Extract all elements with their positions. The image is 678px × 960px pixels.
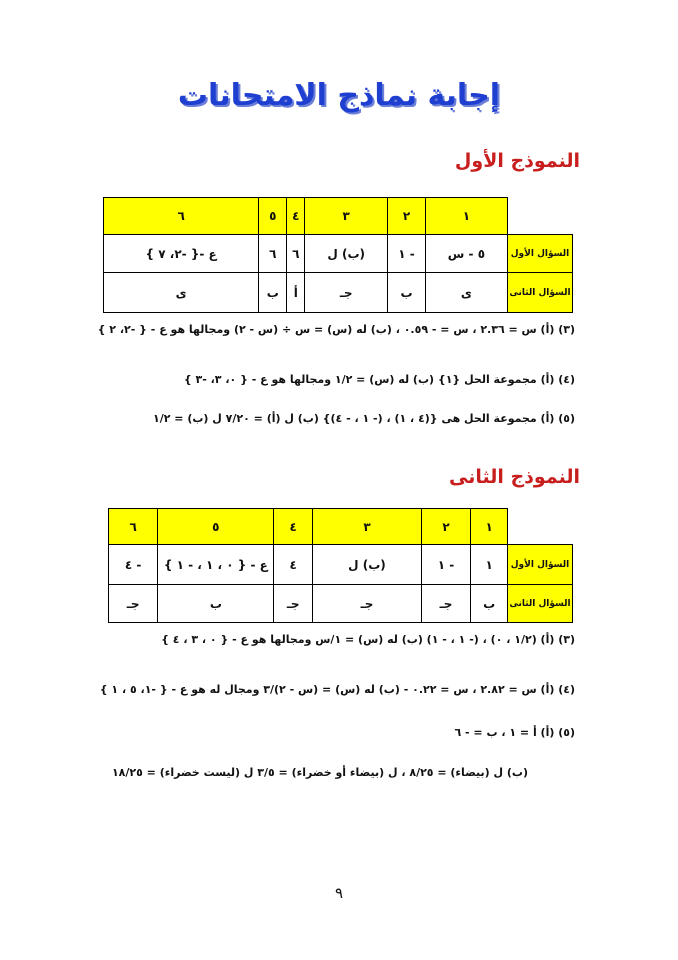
table-cell: جـ	[313, 585, 422, 623]
table-cell: جـ	[109, 585, 158, 623]
table-cell: ع -{ -٢، ٧ }	[104, 235, 259, 273]
answer-line: (٤) (أ) مجموعة الحل {١} (ب) له (س) = ١/٢ ومجالها هو ع - { ٠، ٣، -٣ }	[183, 373, 575, 386]
header-cell: ٦	[104, 198, 259, 235]
header-cell: ٣	[305, 198, 388, 235]
header-cell: ٤	[274, 509, 313, 545]
table-cell: ٥ - س	[425, 235, 507, 273]
table-cell: ى	[425, 273, 507, 313]
header-cell: ٢	[388, 198, 426, 235]
table-cell: ع - { ٠ ، ١ ، - ١ }	[158, 545, 274, 585]
row-label: السؤال الثانى	[508, 585, 573, 623]
header-cell: ٤	[287, 198, 305, 235]
table-cell: ٦	[287, 235, 305, 273]
row-label: السؤال الأول	[508, 545, 573, 585]
header-cell: ٦	[109, 509, 158, 545]
table-cell: ب	[471, 585, 508, 623]
answer-line: (ب) ل (بيضاء) = ٨/٢٥ ، ل (بيضاء أو خضراء) = ٣/٥ ل (ليست خضراء) = ١٨/٢٥	[111, 766, 528, 779]
table-cell: جـ	[274, 585, 313, 623]
table-cell: (ب) ل	[313, 545, 422, 585]
header-cell: ٥	[259, 198, 287, 235]
model-1-answer-table	[103, 197, 573, 313]
answer-line: (٥) (أ) أ = ١ ، ب = - ٦	[454, 726, 575, 739]
header-cell: ٢	[421, 509, 470, 545]
table-cell: - ١	[388, 235, 426, 273]
table-cell: ب	[388, 273, 426, 313]
table-cell: ى	[104, 273, 259, 313]
table-cell: ٤	[274, 545, 313, 585]
table-cell: - ٤	[109, 545, 158, 585]
table-cell: ١	[471, 545, 508, 585]
table-cell: (ب) ل	[305, 235, 388, 273]
model-2-title: النموذج الثانى	[448, 466, 580, 488]
answer-line: (٤) (أ) س = ٢.٨٢ ، س = ٠.٢٢ - (ب) له (س) = (س - ٢)/٣ ومجال له هو ع - { -١، ٥ ، ١ }	[99, 683, 575, 696]
table-cell: ب	[158, 585, 274, 623]
model-1-title: النموذج الأول	[454, 150, 580, 172]
answer-line: (٣) (أ) س = ٢.٣٦ ، س = - ٠.٥٩ ، (ب) له (س) = س ÷ (س - ٢) ومجالها هو ع - { -٢، ٢ }	[97, 323, 575, 336]
answer-line: (٥) (أ) مجموعة الحل هى {(٤ ، ١) ، (- ١ ، - ٤)} (ب) ل (أ) = ٧/٢٠ ل (ب) = ١/٢	[153, 412, 575, 425]
table-corner	[508, 509, 573, 545]
page-title: إجابة نماذج الامتحانات	[177, 78, 501, 113]
header-cell: ٥	[158, 509, 274, 545]
answer-line: (٣) (أ) (١/٢ ، ٠) ، (- ١ ، - ١) (ب) له (س) = ١/س ومجالها هو ع - { ٠ ، ٣ ، ٤ }	[161, 633, 575, 646]
table-cell: - ١	[421, 545, 470, 585]
header-cell: ١	[425, 198, 507, 235]
table-cell: جـ	[421, 585, 470, 623]
header-cell: ١	[471, 509, 508, 545]
table-corner	[508, 198, 573, 235]
row-label: السؤال الأول	[508, 235, 573, 273]
header-cell: ٣	[313, 509, 422, 545]
model-2-answer-table	[108, 508, 573, 623]
table-cell: ٦	[259, 235, 287, 273]
table-cell: جـ	[305, 273, 388, 313]
page-number: ٩	[334, 884, 344, 902]
row-label: السؤال الثانى	[508, 273, 573, 313]
table-cell: أ	[287, 273, 305, 313]
table-cell: ب	[259, 273, 287, 313]
